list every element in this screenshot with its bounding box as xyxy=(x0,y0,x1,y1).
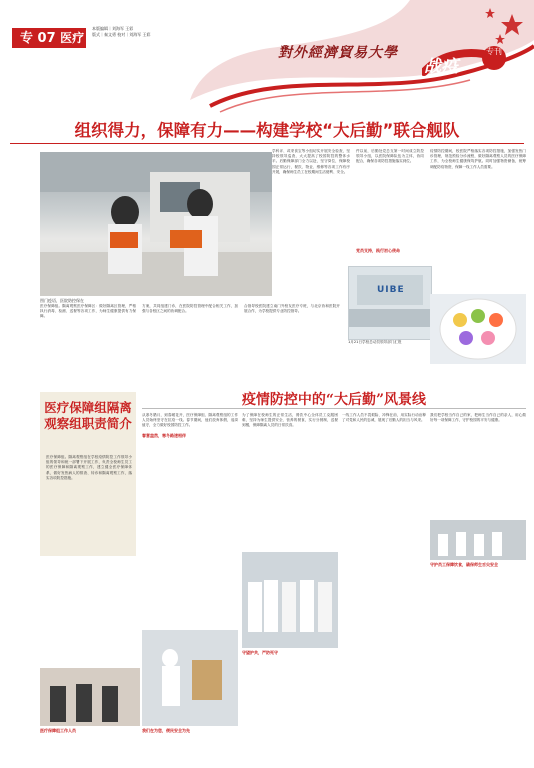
editor-line-1: 本版编辑｜刘海军 王彩 xyxy=(92,26,134,31)
headline: 组织得力，保障有力——构建学校“大后勤”联合舰队 xyxy=(74,121,460,140)
article1-colC: 疫情防控期间，校医院严格落实各项防控措施，加强发热门诊管理，规范预检分诊流程，做好隔离观察人员的医疗保障工作，为全校师生健康保驾护航。同时加强物资储备，统筹调配防疫物资，保障一线工作人员需要。 xyxy=(430,149,526,169)
section3-subhead: 春意盎然，寒冬路速相伴 xyxy=(142,432,186,438)
kitchen-caption: 守护员工保障饮食，确保师生舌尖安全 xyxy=(430,562,498,567)
uibe-photo-caption: 党员支持，践行初心使命 xyxy=(356,248,400,253)
section3-col-c: 一线工作人员不畏艰险、冲锋在前，用实际行动诠释了对党和人民的忠诚，展现了后勤人的担当与风采。 xyxy=(342,413,426,423)
section-label: 医疗保障 xyxy=(20,31,85,66)
tag-sub: 专刊 xyxy=(482,46,506,70)
photo-food-plate xyxy=(430,294,526,364)
photo-delivery-workers xyxy=(40,152,272,296)
divider xyxy=(142,408,526,409)
article1-col2: 方案，共同组建门诊，在医院防控管理中配合相关工作，加强与各校区之间的协调配合。 xyxy=(142,304,238,314)
boxes-caption: 我们在为您，便民安全为先 xyxy=(142,728,190,733)
uibe-photo-sub: 1月21日学校总动员领导部门汇报 xyxy=(348,340,402,344)
photo-meeting xyxy=(348,266,432,340)
page-label: 专 07 xyxy=(20,31,56,46)
section3-col-d: 我们把学校当作自己的家，把师生当作自己的亲人，用心做好每一项保障工作，守护校园的平安与健康。 xyxy=(430,413,526,423)
photo-video-call xyxy=(40,668,140,726)
section3-title: 疫情防控中的“大后勤”风景线 xyxy=(241,392,427,408)
article1-colA: 学科评、或采食宝等小组切实开展安全检查，坚持校领导巡查，大大提高了校园防控的整体水平。后勤保障部门全力以赴，坚守岗位，保障校园正常运行，餐饮、物业、维修等各项工作有序开展，确保师生员工在校期间生活便利、安全。 xyxy=(272,149,350,174)
section2-body: 医疗保障组。隔离观察组在学校疫情防控工作领导小组的领导和统一部署下开展工作，负责全校师生员工的医疗保障和隔离观察工作，建立健全医疗保障体系，做好发热病人的排查、转诊和隔离观察工作，落实各项防控措施。 xyxy=(46,455,132,480)
photo1-caption: 图门疫语，医院防控保在 xyxy=(40,298,84,303)
article1-colB: 件以前，后勤处党总支第一时间成立防控领导小组，以医院保障队伍为主体，协同配合，确保各项防控措施落实到位。 xyxy=(356,149,424,164)
photo-supplies xyxy=(142,630,238,726)
vid-caption: 医疗保障组工作人员 xyxy=(40,728,76,733)
section3-col-a-text: 从寒冬腊月，到春暖花开，医疗保障组、隔离观察组的工作人员始终坚守在抗疫一线。春节期间，他们放弃休假，返岗值守，全力做好校园防控工作。 xyxy=(142,413,238,428)
divider xyxy=(10,143,524,144)
university-calligraphy: 對外經濟貿易大學 xyxy=(278,45,398,61)
zhanyi-tag xyxy=(422,42,514,88)
staff-caption: 守望护共，严防死守 xyxy=(242,650,278,655)
uibe-logo: UIBE xyxy=(377,285,405,295)
section3-col-b: 为了保障在校师生的正常生活，餐饮中心全体员工克服困难，坚持为师生提供安全、营养的餐食，实行分餐制，送餐到楼，保障隔离人员的日常饮食。 xyxy=(242,413,338,428)
section2-title: 医疗保障组隔离观察组职责简介 xyxy=(44,400,132,431)
article1-col3: 合指导校医院建立南门外校友医疗专班，与北京协和医院开展合作，为学校提供专业防控指导。 xyxy=(244,304,340,314)
page-number-tag xyxy=(12,28,86,66)
editor-line-2: 版式｜秦文勇 校对｜刘海军 王彩 xyxy=(92,32,151,37)
tag-main: 战疫 xyxy=(424,57,458,77)
article1-col1: 医疗保障组。隔离观察医疗保障区：做好隔离区管理，严格执行消毒、检测、送餐等各项工作，为师生健康提供有力保障。 xyxy=(40,304,136,319)
section3-col-a xyxy=(142,413,238,438)
editor-credits xyxy=(92,26,202,38)
photo-kitchen-staff xyxy=(430,520,526,560)
photo-medical-staff xyxy=(242,552,338,648)
